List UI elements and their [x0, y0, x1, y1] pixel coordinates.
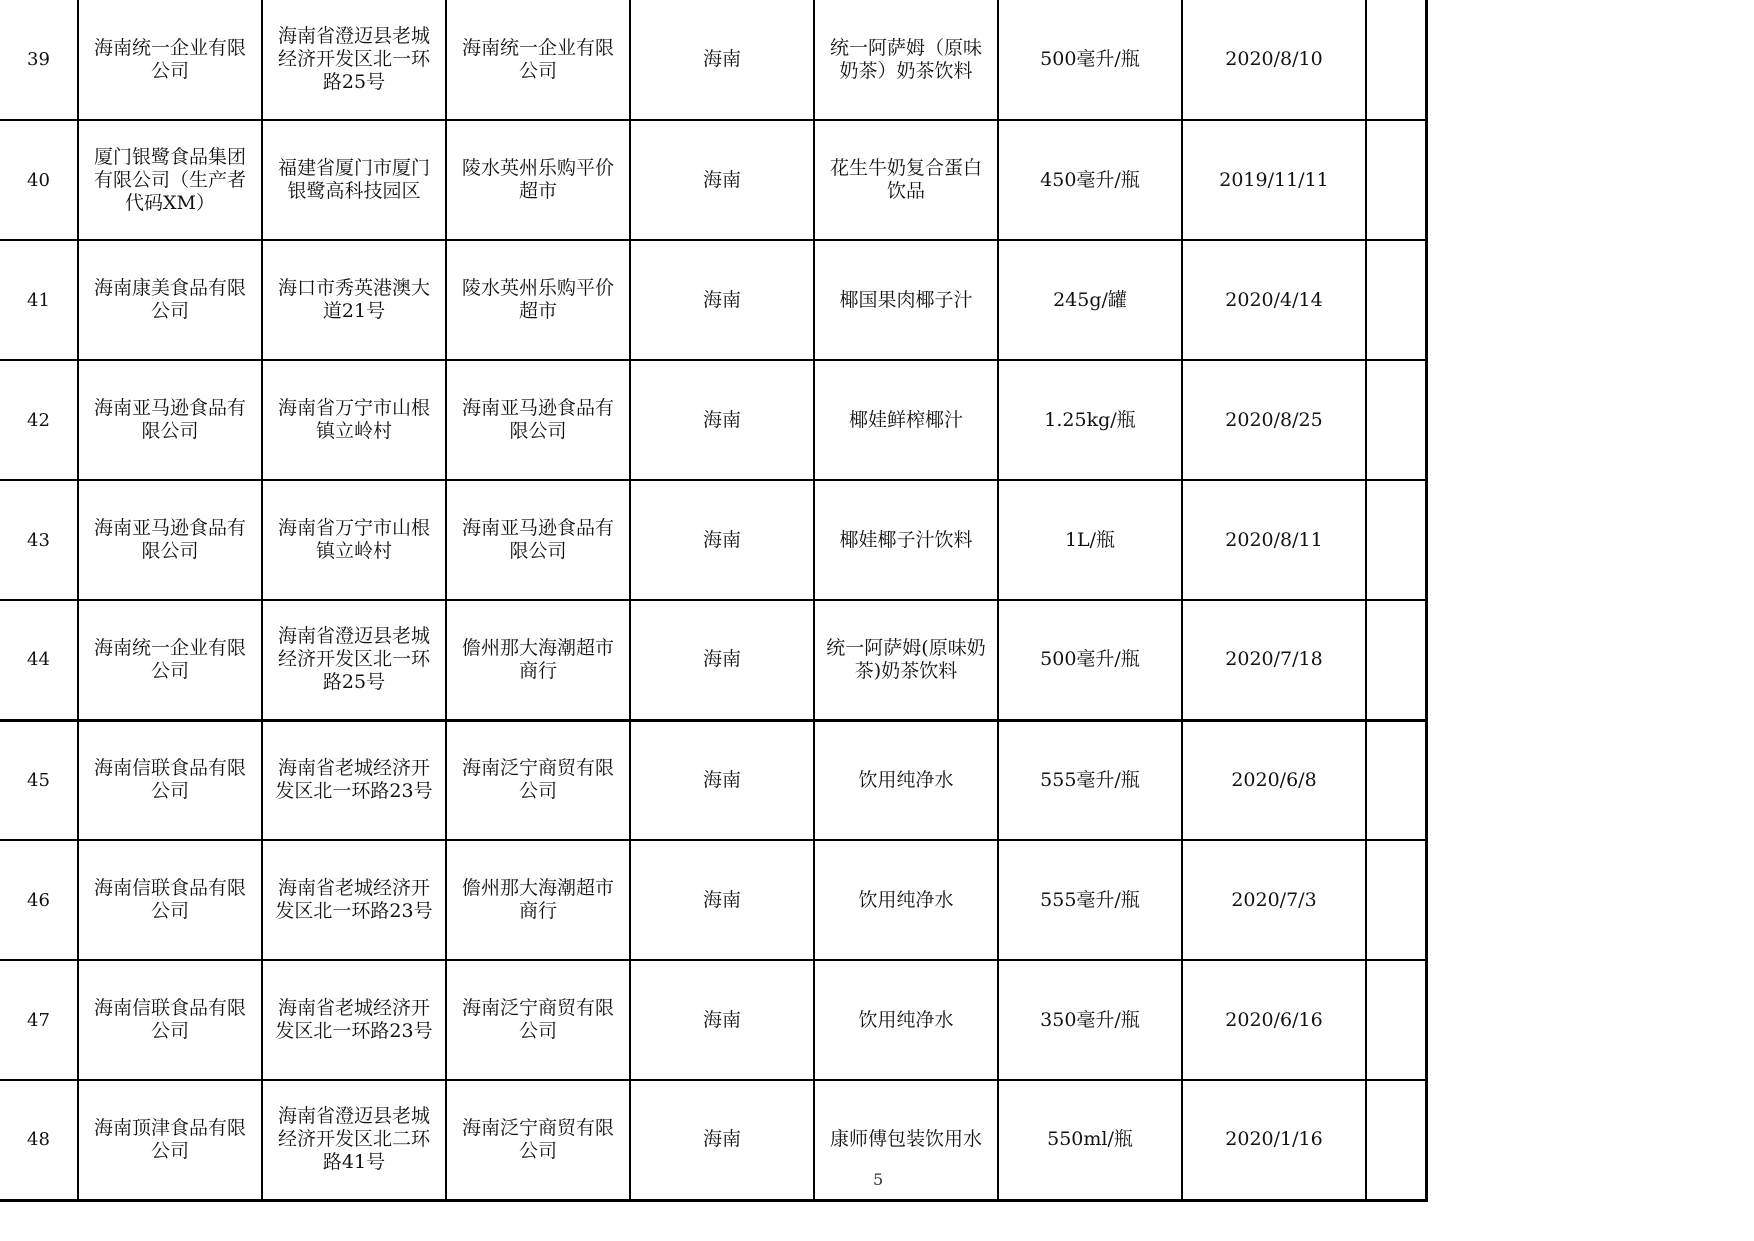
specification-cell: 555毫升/瓶	[998, 840, 1182, 960]
sampled-unit-cell: 儋州那大海潮超市商行	[446, 600, 630, 720]
page-number: 5	[873, 1170, 884, 1189]
specification-cell: 500毫升/瓶	[998, 0, 1182, 120]
producer-name-cell: 海南信联食品有限公司	[78, 960, 262, 1080]
region-cell: 海南	[630, 240, 814, 360]
production-date-cell: 2020/8/10	[1182, 0, 1366, 120]
sampled-unit-cell: 海南统一企业有限公司	[446, 0, 630, 120]
production-date-cell: 2019/11/11	[1182, 120, 1366, 240]
producer-name-cell: 海南信联食品有限公司	[78, 840, 262, 960]
producer-address-cell: 海南省老城经济开发区北一环路23号	[262, 960, 446, 1080]
production-date-cell: 2020/7/3	[1182, 840, 1366, 960]
row-number-cell: 48	[0, 1080, 78, 1200]
blank-cell-cell	[1366, 240, 1426, 360]
producer-name-cell: 海南亚马逊食品有限公司	[78, 360, 262, 480]
production-date-cell: 2020/1/16	[1182, 1080, 1366, 1200]
production-date-cell: 2020/4/14	[1182, 240, 1366, 360]
blank-cell-cell	[1366, 120, 1426, 240]
producer-address-cell: 海南省澄迈县老城经济开发区北二环路41号	[262, 1080, 446, 1200]
product-name-cell: 椰娃鲜榨椰汁	[814, 360, 998, 480]
sampled-unit-cell: 海南亚马逊食品有限公司	[446, 360, 630, 480]
product-name-cell: 康师傅包装饮用水	[814, 1080, 998, 1200]
production-date-cell: 2020/6/8	[1182, 720, 1366, 840]
row-number-cell: 41	[0, 240, 78, 360]
specification-cell: 350毫升/瓶	[998, 960, 1182, 1080]
table-row	[0, 120, 1426, 240]
producer-address-cell: 海南省澄迈县老城经济开发区北一环路25号	[262, 600, 446, 720]
region-cell: 海南	[630, 720, 814, 840]
blank-cell-cell	[1366, 480, 1426, 600]
producer-address-cell: 海南省老城经济开发区北一环路23号	[262, 840, 446, 960]
table-row	[0, 0, 1426, 120]
specification-cell: 550ml/瓶	[998, 1080, 1182, 1200]
sampled-unit-cell: 儋州那大海潮超市商行	[446, 840, 630, 960]
sampled-unit-cell: 海南亚马逊食品有限公司	[446, 480, 630, 600]
producer-address-cell: 海南省万宁市山根镇立岭村	[262, 480, 446, 600]
table-row	[0, 1080, 1426, 1200]
region-cell: 海南	[630, 600, 814, 720]
row-number-cell: 42	[0, 360, 78, 480]
specification-cell: 555毫升/瓶	[998, 720, 1182, 840]
producer-name-cell: 海南统一企业有限公司	[78, 600, 262, 720]
producer-name-cell: 海南顶津食品有限公司	[78, 1080, 262, 1200]
table-row	[0, 720, 1426, 840]
row-number-cell: 45	[0, 720, 78, 840]
producer-name-cell: 海南信联食品有限公司	[78, 720, 262, 840]
sampled-unit-cell: 陵水英州乐购平价超市	[446, 120, 630, 240]
producer-address-cell: 海南省万宁市山根镇立岭村	[262, 360, 446, 480]
row-number-cell: 43	[0, 480, 78, 600]
producer-address-cell: 海口市秀英港澳大道21号	[262, 240, 446, 360]
table-row	[0, 240, 1426, 360]
region-cell: 海南	[630, 120, 814, 240]
row-number-cell: 39	[0, 0, 78, 120]
region-cell: 海南	[630, 840, 814, 960]
blank-cell-cell	[1366, 0, 1426, 120]
producer-address-cell: 海南省老城经济开发区北一环路23号	[262, 720, 446, 840]
row-number-cell: 40	[0, 120, 78, 240]
blank-cell-cell	[1366, 1080, 1426, 1200]
product-name-cell: 花生牛奶复合蛋白饮品	[814, 120, 998, 240]
sampled-unit-cell: 海南泛宁商贸有限公司	[446, 1080, 630, 1200]
row-number-cell: 46	[0, 840, 78, 960]
table-row	[0, 840, 1426, 960]
producer-name-cell: 海南康美食品有限公司	[78, 240, 262, 360]
row-number-cell: 47	[0, 960, 78, 1080]
producer-name-cell: 海南统一企业有限公司	[78, 0, 262, 120]
sampled-unit-cell: 陵水英州乐购平价超市	[446, 240, 630, 360]
producer-name-cell: 海南亚马逊食品有限公司	[78, 480, 262, 600]
producer-address-cell: 海南省澄迈县老城经济开发区北一环路25号	[262, 0, 446, 120]
specification-cell: 450毫升/瓶	[998, 120, 1182, 240]
production-date-cell: 2020/6/16	[1182, 960, 1366, 1080]
region-cell: 海南	[630, 960, 814, 1080]
specification-cell: 245g/罐	[998, 240, 1182, 360]
specification-cell: 500毫升/瓶	[998, 600, 1182, 720]
blank-cell-cell	[1366, 360, 1426, 480]
table-row	[0, 360, 1426, 480]
region-cell: 海南	[630, 0, 814, 120]
table-row	[0, 960, 1426, 1080]
region-cell: 海南	[630, 480, 814, 600]
blank-cell-cell	[1366, 600, 1426, 720]
production-date-cell: 2020/8/11	[1182, 480, 1366, 600]
product-name-cell: 统一阿萨姆（原味奶茶）奶茶饮料	[814, 0, 998, 120]
blank-cell-cell	[1366, 960, 1426, 1080]
region-cell: 海南	[630, 360, 814, 480]
sampled-unit-cell: 海南泛宁商贸有限公司	[446, 720, 630, 840]
product-name-cell: 饮用纯净水	[814, 960, 998, 1080]
table-row	[0, 480, 1426, 600]
sampled-unit-cell: 海南泛宁商贸有限公司	[446, 960, 630, 1080]
specification-cell: 1L/瓶	[998, 480, 1182, 600]
producer-address-cell: 福建省厦门市厦门银鹭高科技园区	[262, 120, 446, 240]
row-number-cell: 44	[0, 600, 78, 720]
production-date-cell: 2020/7/18	[1182, 600, 1366, 720]
specification-cell: 1.25kg/瓶	[998, 360, 1182, 480]
product-name-cell: 椰娃椰子汁饮料	[814, 480, 998, 600]
product-name-cell: 椰国果肉椰子汁	[814, 240, 998, 360]
producer-name-cell: 厦门银鹭食品集团有限公司（生产者代码XM）	[78, 120, 262, 240]
product-name-cell: 饮用纯净水	[814, 840, 998, 960]
region-cell: 海南	[630, 1080, 814, 1200]
product-name-cell: 统一阿萨姆(原味奶茶)奶茶饮料	[814, 600, 998, 720]
production-date-cell: 2020/8/25	[1182, 360, 1366, 480]
blank-cell-cell	[1366, 840, 1426, 960]
table-row	[0, 600, 1426, 720]
blank-cell-cell	[1366, 720, 1426, 840]
product-name-cell: 饮用纯净水	[814, 720, 998, 840]
